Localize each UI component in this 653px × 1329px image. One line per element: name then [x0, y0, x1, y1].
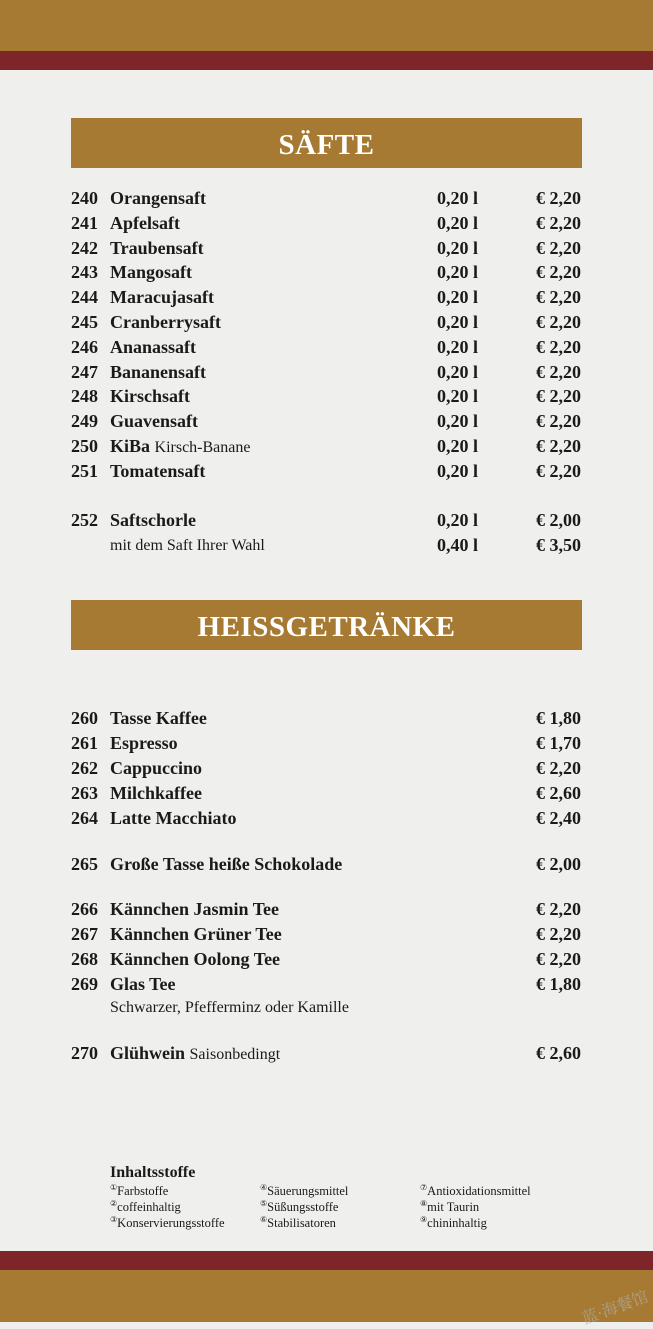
item-name-text: Glas Tee: [110, 974, 176, 994]
item-price: € 1,80: [536, 974, 581, 994]
menu-item-245: [0, 310, 653, 335]
item-name: Saftschorle: [110, 510, 196, 530]
legend-marker: ②: [110, 1198, 118, 1208]
legend-title: Inhaltsstoffe: [110, 1164, 196, 1181]
menu-item-267: [0, 922, 653, 947]
item-name: [110, 285, 214, 310]
item-price: € 2,20: [536, 924, 581, 944]
legend-column: [260, 1183, 348, 1231]
item-number: 250: [71, 436, 98, 456]
item-price: € 2,20: [536, 336, 581, 357]
menu-item-264: [0, 806, 653, 831]
item-name-text: Cappuccino: [110, 758, 203, 778]
item-name: [110, 947, 280, 972]
legend-marker: ③: [110, 1214, 118, 1224]
item-number: 267: [71, 924, 98, 944]
item-name-text: Große Tasse heiße Schokolade: [110, 854, 343, 874]
item-price: € 2,20: [536, 312, 581, 332]
menu-item-262: [0, 756, 653, 781]
item-name: [110, 434, 250, 460]
legend-label: Süßungsstoffe: [267, 1200, 339, 1214]
item-name-text: Cranberrysaft: [110, 312, 221, 332]
menu-item-265: [0, 852, 653, 877]
item-name-text: Mangosaft: [110, 262, 192, 283]
legend-column: [110, 1183, 225, 1231]
legend-item: [260, 1199, 348, 1215]
item-subtitle: Kirsch-Banane: [154, 439, 251, 456]
item-volume: 0,20 l: [437, 312, 479, 332]
item-number: 242: [71, 237, 98, 258]
item-name-text: Maracujasaft: [110, 287, 214, 308]
ingredients-legend: [110, 1163, 590, 1230]
menu-item-252: [0, 508, 653, 533]
menu-item-261: [0, 731, 653, 756]
item-name-text: Traubensaft: [110, 237, 204, 258]
item-volume: 0,20 l: [437, 212, 479, 233]
item-name-text: Apfelsaft: [110, 212, 180, 233]
item-price: € 1,80: [536, 708, 581, 728]
item-price: € 3,50: [536, 535, 581, 555]
item-number: 260: [71, 708, 98, 728]
item-volume: 0,20 l: [437, 336, 479, 357]
item-number: 241: [71, 212, 98, 233]
item-number: 266: [71, 899, 98, 919]
item-number: 270: [71, 1043, 98, 1063]
item-name: [110, 806, 236, 831]
item-description: mit dem Saft Ihrer Wahl: [110, 537, 265, 554]
legend-item: [260, 1183, 348, 1199]
legend-label: coffeinhaltig: [117, 1200, 181, 1214]
item-volume: 0,20 l: [437, 287, 479, 308]
menu-item-240: [0, 186, 653, 211]
item-name: [110, 781, 202, 806]
item-number: 262: [71, 758, 98, 778]
item-price: € 2,40: [536, 808, 581, 828]
legend-marker: ⑨: [420, 1214, 428, 1224]
menu-item-248: [0, 384, 653, 409]
item-number: 251: [71, 460, 98, 481]
item-name: [110, 360, 206, 385]
item-name-text: Bananensaft: [110, 361, 207, 382]
legend-label: Antioxidationsmittel: [427, 1184, 531, 1198]
item-number: 252: [71, 510, 98, 530]
legend-marker: ⑦: [420, 1182, 428, 1192]
item-name: [110, 897, 279, 922]
item-number: 268: [71, 949, 98, 969]
item-price: € 2,20: [536, 262, 581, 283]
legend-column: [420, 1183, 531, 1231]
item-number: 248: [71, 386, 98, 407]
menu-item-242: [0, 236, 653, 261]
item-number: 245: [71, 312, 98, 332]
item-name-text: Tasse Kaffee: [110, 708, 207, 728]
menu-item-246: [0, 335, 653, 360]
item-price: € 2,20: [536, 460, 581, 481]
item-price: € 2,20: [536, 188, 581, 208]
legend-label: Säuerungsmittel: [267, 1184, 349, 1198]
item-name-text: Kännchen Jasmin Tee: [110, 899, 280, 919]
item-price: € 2,20: [536, 899, 581, 919]
item-name: [110, 211, 180, 236]
item-volume: 0,20 l: [437, 386, 479, 407]
legend-item: [420, 1183, 531, 1199]
menu-item-250: [0, 434, 653, 459]
item-name: [110, 335, 196, 360]
saefte-heading: SÄFTE: [71, 118, 582, 168]
item-volume: 0,20 l: [437, 262, 479, 283]
menu-item-263: [0, 781, 653, 806]
heissgetraenke-heading: HEISSGETRÄNKE: [71, 600, 582, 650]
menu-item-268: [0, 947, 653, 972]
item-volume: 0,20 l: [437, 510, 479, 530]
item-name-text: Kännchen Grüner Tee: [110, 924, 282, 944]
item-name: [110, 260, 192, 285]
item-price: € 2,20: [536, 287, 581, 308]
item-volume: 0,20 l: [437, 411, 479, 432]
item-name: [110, 852, 342, 877]
legend-marker: ①: [110, 1182, 118, 1192]
item-volume: 0,20 l: [437, 361, 479, 382]
item-name: [110, 459, 205, 484]
tee-description-row: [0, 995, 653, 1020]
top-gold-band: [0, 0, 653, 51]
item-name: [110, 972, 176, 997]
bottom-maroon-stripe: [0, 1251, 653, 1270]
item-name: [110, 756, 202, 781]
item-name: [110, 186, 206, 211]
item-name-text: Latte Macchiato: [110, 808, 237, 828]
legend-label: mit Taurin: [427, 1200, 480, 1214]
legend-label: chininhaltig: [427, 1216, 487, 1230]
legend-label: Farbstoffe: [117, 1184, 169, 1198]
menu-item-252-large: [0, 533, 653, 558]
menu-item-247: [0, 360, 653, 385]
top-maroon-stripe: [0, 51, 653, 70]
menu-item-266: [0, 897, 653, 922]
bottom-gold-band: [0, 1270, 653, 1322]
legend-marker: ⑧: [420, 1198, 428, 1208]
menu-item-270: [0, 1041, 653, 1066]
legend-item: [110, 1215, 225, 1231]
item-price: € 2,00: [536, 510, 581, 530]
item-price: € 2,20: [536, 386, 581, 407]
item-price: € 2,20: [536, 212, 581, 233]
item-number: 269: [71, 974, 98, 994]
item-volume: 0,20 l: [437, 237, 479, 258]
item-number: 240: [71, 188, 98, 208]
item-name-text: Orangensaft: [110, 188, 206, 208]
menu-item-243: [0, 260, 653, 285]
item-name: [110, 310, 221, 335]
item-number: 263: [71, 783, 98, 803]
item-price: € 2,20: [536, 436, 581, 456]
item-name-text: Guavensaft: [110, 411, 199, 432]
item-price: € 1,70: [536, 733, 581, 753]
item-number: 264: [71, 808, 98, 828]
watermark: 蓝·海餐馆: [579, 1286, 651, 1329]
item-name: [110, 1041, 280, 1067]
item-name-text: Glühwein: [110, 1043, 186, 1063]
item-volume: 0,20 l: [437, 188, 479, 208]
item-volume: 0,40 l: [437, 535, 479, 555]
item-price: € 2,20: [536, 411, 581, 432]
item-name: [110, 384, 190, 409]
item-name-text: Kirschsaft: [110, 386, 190, 407]
item-number: 246: [71, 336, 98, 357]
menu-item-260: [0, 706, 653, 731]
legend-label: Stabilisatoren: [267, 1216, 336, 1230]
legend-item: [110, 1199, 225, 1215]
legend-label: Konservierungsstoffe: [117, 1216, 225, 1230]
legend-item: [110, 1183, 225, 1199]
item-price: € 2,20: [536, 758, 581, 778]
item-name-text: Ananassaft: [110, 336, 197, 357]
item-name: [110, 409, 198, 434]
item-price: € 2,20: [536, 237, 581, 258]
legend-item: [420, 1215, 531, 1231]
item-number: 243: [71, 262, 98, 283]
legend-marker: ⑤: [260, 1198, 268, 1208]
item-number: 247: [71, 361, 98, 382]
item-subtitle: Saisonbedingt: [189, 1046, 281, 1063]
item-name-text: Espresso: [110, 733, 178, 753]
legend-marker: ④: [260, 1182, 268, 1192]
item-price: € 2,20: [536, 361, 581, 382]
item-name-text: Kännchen Oolong Tee: [110, 949, 281, 969]
item-number: 265: [71, 854, 98, 874]
menu-item-269: [0, 972, 653, 997]
menu-item-249: [0, 409, 653, 434]
menu-item-251: [0, 459, 653, 484]
item-volume: 0,20 l: [437, 460, 479, 481]
item-name-text: Tomatensaft: [110, 460, 206, 481]
item-name-text: KiBa: [110, 436, 151, 456]
item-name: [110, 706, 207, 731]
item-price: € 2,60: [536, 1043, 581, 1063]
item-name: [110, 236, 204, 261]
menu-item-241: [0, 211, 653, 236]
item-number: 244: [71, 287, 98, 308]
item-name: [110, 922, 282, 947]
item-number: 249: [71, 411, 98, 432]
item-volume: 0,20 l: [437, 436, 479, 456]
item-name: [110, 731, 178, 756]
item-description: Schwarzer, Pfefferminz oder Kamille: [110, 999, 349, 1016]
legend-item: [420, 1199, 531, 1215]
item-price: € 2,20: [536, 949, 581, 969]
legend-marker: ⑥: [260, 1214, 268, 1224]
item-price: € 2,00: [536, 854, 581, 874]
item-number: 261: [71, 733, 98, 753]
menu-item-244: [0, 285, 653, 310]
item-name-text: Milchkaffee: [110, 783, 202, 803]
legend-item: [260, 1215, 348, 1231]
item-price: € 2,60: [536, 783, 581, 803]
